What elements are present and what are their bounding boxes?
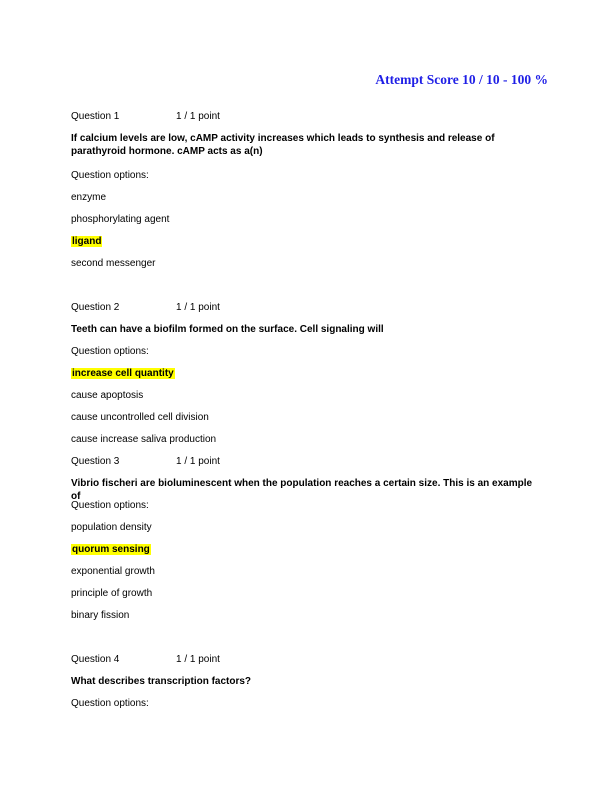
question-points: 1 / 1 point — [176, 302, 220, 313]
question-3-option-2 — [71, 543, 151, 556]
question-2-option-4: cause increase saliva production — [71, 434, 217, 445]
question-3-option-3: exponential growth — [71, 566, 155, 577]
question-1-header — [71, 110, 220, 123]
question-options-label: Question options: — [71, 346, 149, 357]
question-number: Question 2 — [71, 302, 120, 313]
question-options-label: Question options: — [71, 170, 149, 181]
question-number: Question 3 — [71, 456, 120, 467]
question-1-option-3 — [71, 235, 102, 248]
question-1-option-4: second messenger — [71, 258, 156, 269]
question-1-prompt: If calcium levels are low, cAMP activity increases which leads to synthesis and release of parathyroid hormone. cAMP acts as a(n) — [71, 133, 495, 157]
question-3-option-4: principle of growth — [71, 588, 153, 599]
question-3-option-1: population density — [71, 522, 152, 533]
question-2-option-1 — [71, 367, 175, 380]
selected-answer-highlight: ligand — [72, 236, 102, 247]
question-2-prompt: Teeth can have a biofilm formed on the surface. Cell signaling will — [71, 324, 384, 335]
question-number: Question 1 — [71, 111, 120, 122]
question-2-header — [71, 301, 220, 314]
question-4-header — [71, 653, 220, 666]
selected-answer-highlight: quorum sensing — [72, 544, 150, 555]
question-options-label: Question options: — [71, 500, 149, 511]
question-4-prompt: What describes transcription factors? — [71, 676, 252, 687]
question-3-header — [71, 455, 220, 468]
question-points: 1 / 1 point — [176, 111, 220, 122]
question-options-label: Question options: — [71, 698, 149, 709]
question-points: 1 / 1 point — [176, 456, 220, 467]
question-1-option-2: phosphorylating agent — [71, 214, 170, 225]
question-3-prompt: Vibrio fischeri are bioluminescent when the population reaches a certain size. This is an example of — [71, 478, 533, 502]
selected-answer-highlight: increase cell quantity — [72, 368, 174, 379]
question-1-option-1: enzyme — [71, 192, 107, 203]
attempt-score: Attempt Score 10 / 10 - 100 % — [375, 72, 548, 87]
question-points: 1 / 1 point — [176, 654, 220, 665]
question-2-option-3: cause uncontrolled cell division — [71, 412, 209, 423]
question-3-option-5: binary fission — [71, 610, 130, 621]
question-number: Question 4 — [71, 654, 120, 665]
question-2-option-2: cause apoptosis — [71, 390, 144, 401]
